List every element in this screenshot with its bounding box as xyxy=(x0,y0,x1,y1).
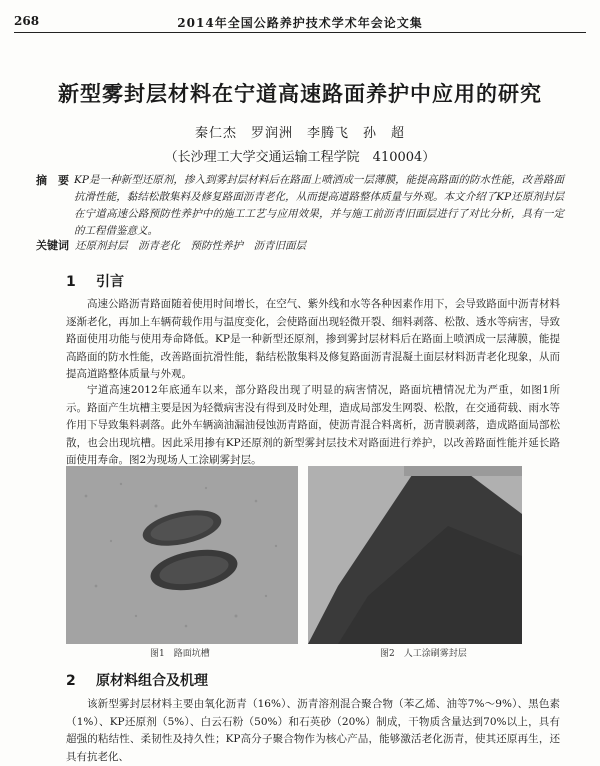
intro-paragraph-1: 高速公路沥青路面随着使用时间增长，在空气、紫外线和水等各种因素作用下，会导致路面中沥青材料逐渐老化，再加上车辆荷载作用与温度变化，会使路面出现轻微开裂、细料剥落、松散、透水等病害，导致路面使用功能与使用寿命降低。KP是一种新型还原剂，掺到雾封层材料后在路面上喷洒成一层薄膜，能提高路面的防水性能，改善路面抗滑性能，黏结松散集料及修复路面沥青混凝土面层材料沥青老化现象，从而提高道路整体质量与外观。 xyxy=(66,298,560,380)
figure-1-caption: 图1 路面坑槽 xyxy=(150,649,210,659)
section-number: 1 xyxy=(66,274,76,290)
figure-2-caption: 图2 人工涂刷雾封层 xyxy=(380,649,467,659)
abstract xyxy=(36,172,564,240)
paper-title: 新型雾封层材料在宁道高速路面养护中应用的研究 xyxy=(58,81,542,106)
section-title: 原材料组合及机理 xyxy=(96,673,208,689)
journal-title: 2014年全国公路养护技术学术年会论文集 xyxy=(177,16,423,30)
page-number: 268 xyxy=(14,14,40,28)
running-header xyxy=(14,10,586,33)
authors: 秦仁杰 罗润洲 李腾飞 孙 超 xyxy=(194,126,405,141)
abstract-label: 摘 要 xyxy=(36,174,69,187)
materials-paragraph-1: 该新型雾封层材料主要由氧化沥青（16%）、沥青溶剂混合聚合物（苯乙烯、油等7%～9%）、黑色素（1%）、KP还原剂（5%）、白云石粉（50%）和石英砂（20%）制成，干物质含量达到70%以上，具有超强的粘结性、柔韧性及持久性；KP高分子聚合物作为核心产品，能够激活老化沥青，使其还原再生，还具有抗老化、 xyxy=(66,698,560,763)
figure-pothole-photo xyxy=(66,466,298,644)
intro-paragraph-2: 宁道高速2012年底通车以来，部分路段出现了明显的病害情况，路面坑槽情况尤为严重，如图1所示。路面产生坑槽主要是因为轻微病害没有得到及时处理，造成局部发生网裂、松散，在交通荷载、雨水等作用下导致集料剥落。此外车辆滴油漏油侵蚀沥青路面，使沥青混合料离析，沥青膜剥落，造成路面局部松散，也会出现坑槽。因此采用掺有KP还原剂的新型雾封层技术对路面进行养护，以改善路面性能并延长路面使用寿命。图2为现场人工涂刷雾封层。 xyxy=(66,384,560,466)
section-heading-intro xyxy=(66,271,124,291)
keywords xyxy=(36,237,564,253)
section-number: 2 xyxy=(66,673,76,689)
keywords-label: 关键词 xyxy=(36,239,69,252)
section-heading-materials xyxy=(66,670,208,690)
abstract-text: KP是一种新型还原剂，掺入到雾封层材料后在路面上喷洒成一层薄膜，能提高路面的防水性能，改善路面抗滑性能，黏结松散集料及修复路面沥青老化，从而提高道路整体质量与外观。本文介绍了KP还原剂封层在宁道高速公路预防性养护中的施工工艺与应用效果，并与施工前沥青旧面层进行了对比分析，具有一定的工程借鉴意义。 xyxy=(74,174,564,237)
figure-fog-seal-photo xyxy=(308,466,522,644)
section-title: 引言 xyxy=(96,274,124,290)
keywords-text: 还原剂封层 沥青老化 预防性养护 沥青旧面层 xyxy=(75,240,306,252)
affiliation: （长沙理工大学交通运输工程学院 410004） xyxy=(164,150,436,165)
